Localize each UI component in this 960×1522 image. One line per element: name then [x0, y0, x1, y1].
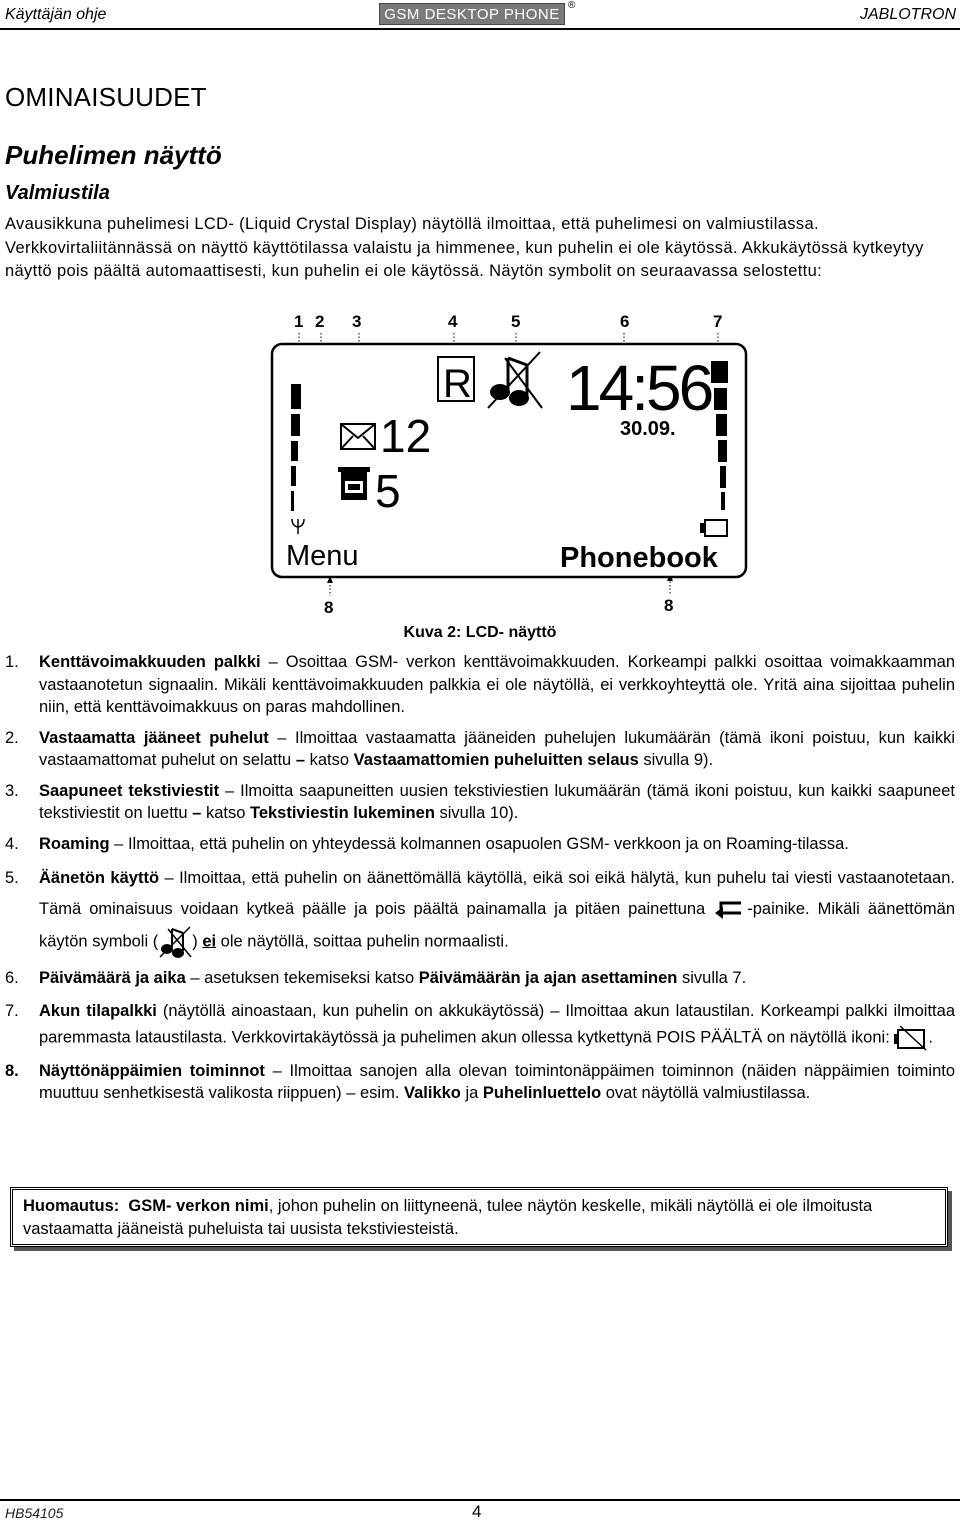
- battery-icon: [700, 520, 727, 536]
- item-number: 4.: [5, 834, 19, 853]
- battery-off-icon: [894, 1024, 928, 1052]
- header-rule: [0, 28, 960, 30]
- note-box: [10, 1187, 948, 1247]
- item-title: Näyttönäppäimien toiminnot: [39, 1061, 265, 1080]
- soft-key-menu: Menu: [286, 540, 359, 572]
- item-text: – asetuksen tekemiseksi katso: [185, 969, 419, 987]
- callout-3: 3: [352, 312, 362, 331]
- list-item: [5, 833, 955, 856]
- item-emphasis: ei: [202, 932, 217, 951]
- item-title: Roaming: [39, 834, 110, 853]
- item-text: ): [192, 932, 203, 951]
- item-text: ja: [460, 1084, 483, 1102]
- header-logo: GSM DESKTOP PHONE: [379, 3, 565, 25]
- callout-6: 6: [620, 312, 630, 331]
- item-title: Kenttävoimakkuuden palkki: [39, 653, 261, 671]
- subsubtitle: Valmiustila: [5, 182, 110, 204]
- item-text: – Ilmoittaa, että puhelin on äänettömällä käytöllä, eikä soi eikä hälytä, kun puhelu tai viesti vastaanotetaan. Tämä ominaisuus voidaan kytkeä päälle ja pois päältä painamalla ja pitäen painettuna: [39, 869, 955, 918]
- symbol-list: [5, 651, 955, 1113]
- item-title: Äänetön käyttö: [39, 869, 160, 887]
- item-text: katso: [201, 804, 250, 822]
- item-number: 7.: [5, 1001, 19, 1020]
- item-reference: Vastaamattomien puheluitten selaus: [353, 751, 639, 769]
- item-text: – Ilmoittaa, että puhelin on yhteydessä kolmannen osapuolen GSM- verkkoon ja on Roaming-tilassa.: [109, 834, 849, 853]
- envelope-icon: [341, 424, 375, 449]
- item-text: -painike. Mikäli äänettömän käytön symboli (: [39, 900, 955, 951]
- header-left: Käyttäjän ohje: [5, 6, 107, 23]
- registered-mark: ®: [568, 0, 576, 11]
- item-text: (näytöllä ainoastaan, kun puhelin on akkukäytössä) – Ilmoittaa akun lataustilan. Korkeampi palkki ilmoittaa paremmasta lataustilasta. Verkkovirtakäytössä ja puhelimen akun ollessa kytkettynä POIS PÄÄLTÄ on näytöllä ikoni:: [39, 1001, 955, 1046]
- subtitle: Puhelimen näyttö: [5, 140, 222, 170]
- item-text: – Ilmoittaa vastaamatta jääneiden puhelujen lukumäärän (tämä ikoni poistuu, kun kaikki vastaamattomat puhelut on selattu: [39, 728, 955, 769]
- item-title: Vastaamatta jääneet puhelut: [39, 728, 269, 747]
- item-text: sivulla 10).: [434, 804, 519, 822]
- note-text: [23, 1195, 935, 1241]
- item-text: ovat näytöllä valmiustilassa.: [601, 1084, 811, 1102]
- item-number: 3.: [5, 781, 19, 800]
- missed-call-phone-icon: [338, 467, 370, 500]
- item-number: 8.: [5, 1061, 19, 1080]
- item-text: – Osoittaa GSM- verkon kenttävoimakkuuden. Korkeampi palkki osoittaa voimakkaamman vastaanotetun signaalin. Mikäli kenttävoimakkuuden palkkia ei ole näytöllä, ei verkkoyhteyttä ole. Yritä aina sijoittaa puhelin niin, että kenttävoimakkuus on paras mahdollinen.: [39, 653, 956, 716]
- item-text: sivulla 9).: [638, 751, 714, 769]
- item-title: Saapuneet tekstiviestit: [39, 781, 220, 800]
- item-emphasis: Puhelinluettelo: [482, 1084, 602, 1102]
- header-right: JABLOTRON: [859, 6, 956, 23]
- clock-time: 14:56: [566, 352, 712, 424]
- callout-4: 4: [448, 312, 458, 331]
- soft-key-phonebook: Phonebook: [560, 542, 718, 574]
- item-text: – Ilmoittaa sanojen alla olevan toimintonäppäimen toiminnon (näiden näppäimien toiminto muuttuu senhetkisestä valikosta riippuen) – esim.: [39, 1061, 956, 1102]
- callout-8-left: 8: [324, 598, 334, 617]
- item-title: Akun tilapalkki: [39, 1001, 157, 1020]
- list-item: [5, 651, 955, 719]
- note-emphasis: GSM- verkon nimi: [128, 1197, 269, 1215]
- item-text: sivulla 7.: [677, 969, 747, 987]
- item-reference: Tekstiviestin lukeminen: [249, 804, 435, 822]
- roaming-symbol: R: [443, 362, 472, 406]
- silent-mode-icon: [158, 925, 192, 959]
- item-number: 1.: [5, 653, 19, 671]
- callout-5: 5: [511, 312, 521, 331]
- list-item: [5, 780, 955, 825]
- item-text: – Ilmoitta saapuneitten uusien tekstiviestien lukumäärän (tämä ikoni poistuu, kun kaikki saapuneet tekstiviestit on luettu: [39, 781, 955, 822]
- doc-code: HB54105: [5, 1505, 64, 1521]
- item-text: .: [928, 1027, 933, 1046]
- note-body: , johon puhelin on liittyneenä, tulee näytön keskelle, mikäli näytöllä ei ole ilmoitusta vastaamatta jääneistä puheluista tai uusista tekstiviesteistä.: [23, 1197, 873, 1238]
- list-item: [5, 967, 955, 990]
- item-number: 6.: [5, 969, 19, 987]
- item-emphasis: Valikko: [404, 1084, 461, 1102]
- clock-date: 30.09.: [620, 418, 676, 440]
- callout-8-right: 8: [664, 596, 674, 615]
- item-reference: Päivämäärän ja ajan asettaminen: [418, 969, 678, 987]
- list-item: [5, 863, 955, 959]
- item-title: Päivämäärä ja aika: [39, 969, 186, 987]
- footer-rule: [0, 1499, 960, 1501]
- callout-7: 7: [713, 312, 723, 331]
- missed-count: 5: [375, 465, 401, 517]
- callout-1: 1: [294, 312, 304, 331]
- intro-paragraph: Avausikkuna puhelimesi LCD- (Liquid Crystal Display) näytöllä ilmoittaa, että puhelimesi on valmiustilassa. Verkkovirtaliitännässä on näyttö käyttötilassa valaistu ja himmenee, kun puhelin ei ole käytössä. Akkukäytössä kytkeytyy näyttö pois päältä automaattisesti, kun puhelin ei ole käytössä. Näytön symbolit on seuraavassa selostettu:: [5, 215, 924, 280]
- item-number: 5.: [5, 869, 19, 887]
- item-dash: –: [192, 804, 202, 822]
- back-key-icon: [713, 897, 747, 923]
- callout-2: 2: [315, 312, 325, 331]
- list-item: [5, 1060, 955, 1105]
- note-label: Huomautus:: [23, 1197, 120, 1215]
- item-dash: –: [295, 751, 306, 769]
- item-text: katso: [305, 751, 354, 769]
- figure-caption: Kuva 2: LCD- näyttö: [403, 624, 557, 641]
- page-number: 4: [472, 1502, 482, 1521]
- lcd-figure: [0, 300, 960, 625]
- sms-count: 12: [380, 410, 432, 462]
- item-number: 2.: [5, 728, 19, 747]
- list-item: [5, 998, 955, 1052]
- list-item: [5, 727, 955, 772]
- section-title: OMINAISUUDET: [5, 82, 207, 112]
- item-text: ole näytöllä, soittaa puhelin normaalisti.: [216, 932, 509, 951]
